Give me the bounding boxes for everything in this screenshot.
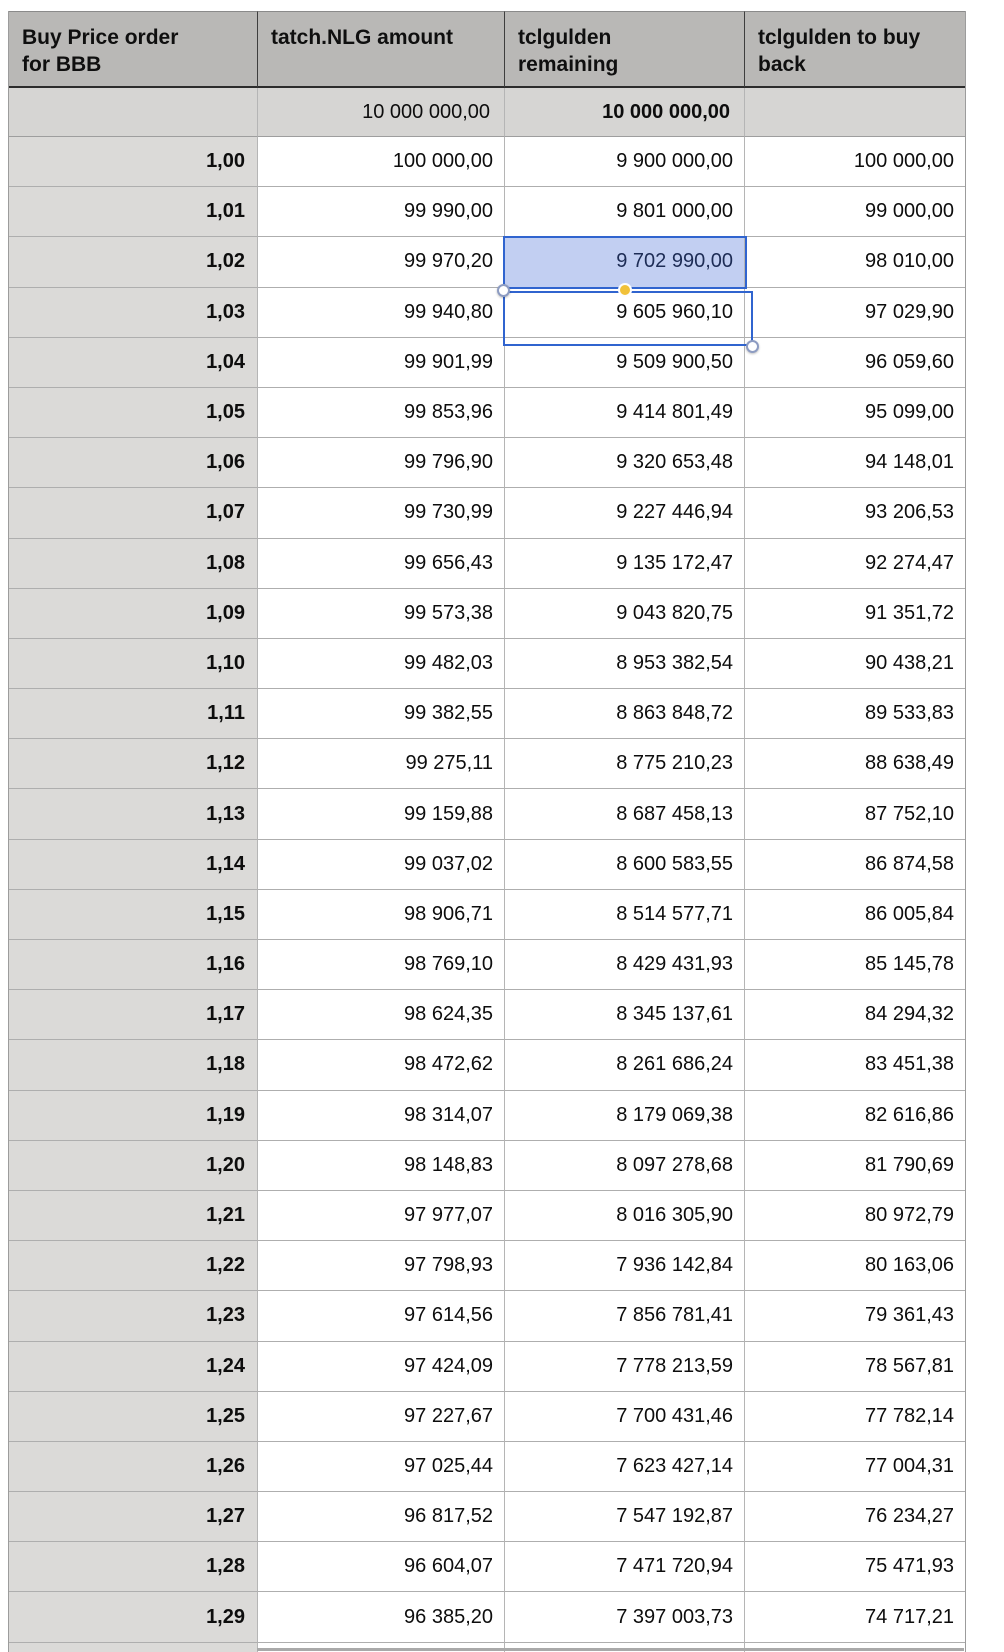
cell-price[interactable]: 1,14 <box>9 840 258 890</box>
cell-remaining[interactable]: 10 000 000,00 <box>505 88 745 137</box>
table-row <box>9 1492 965 1542</box>
cell-price[interactable]: 1,23 <box>9 1291 258 1341</box>
table-row <box>9 789 965 839</box>
cell-remaining[interactable]: 8 953 382,54 <box>505 639 745 689</box>
cell-amount[interactable]: 99 796,90 <box>258 438 505 488</box>
cell-buyback[interactable]: 83 451,38 <box>745 1040 965 1090</box>
cell-amount[interactable]: 97 614,56 <box>258 1291 505 1341</box>
table-row <box>9 1592 965 1642</box>
cell-buyback[interactable]: 95 099,00 <box>745 388 965 438</box>
cell-buyback[interactable]: 79 361,43 <box>745 1291 965 1341</box>
cell-buyback[interactable]: 87 752,10 <box>745 789 965 839</box>
cell-buyback[interactable]: 75 471,93 <box>745 1542 965 1592</box>
cell-price[interactable] <box>9 1643 258 1652</box>
cell-remaining[interactable]: 9 320 653,48 <box>505 438 745 488</box>
table-row <box>9 237 965 287</box>
table-row <box>9 288 965 338</box>
cell-remaining[interactable]: 8 863 848,72 <box>505 689 745 739</box>
cell-remaining[interactable]: 8 345 137,61 <box>505 990 745 1040</box>
cell-price[interactable]: 1,12 <box>9 739 258 789</box>
cell-buyback[interactable]: 89 533,83 <box>745 689 965 739</box>
cell-amount[interactable]: 99 656,43 <box>258 539 505 589</box>
table-row <box>9 639 965 689</box>
cell-buyback[interactable]: 93 206,53 <box>745 488 965 538</box>
cell-remaining[interactable]: 9 135 172,47 <box>505 539 745 589</box>
cell-amount[interactable]: 97 798,93 <box>258 1241 505 1291</box>
cell-remaining[interactable]: 7 778 213,59 <box>505 1342 745 1392</box>
cell-amount[interactable]: 99 159,88 <box>258 789 505 839</box>
cell-buyback[interactable]: 80 163,06 <box>745 1241 965 1291</box>
cell-buyback[interactable]: 96 059,60 <box>745 338 965 388</box>
header-buy-price[interactable]: Buy Price order for BBB <box>9 11 258 88</box>
cell-buyback[interactable]: 98 010,00 <box>745 237 965 287</box>
cell-price[interactable]: 1,03 <box>9 288 258 338</box>
cell-amount[interactable]: 97 424,09 <box>258 1342 505 1392</box>
cell-amount[interactable]: 99 990,00 <box>258 187 505 237</box>
cell-amount[interactable]: 97 977,07 <box>258 1191 505 1241</box>
cell-remaining[interactable]: 7 936 142,84 <box>505 1241 745 1291</box>
cell-amount[interactable]: 98 472,62 <box>258 1040 505 1090</box>
cell-buyback[interactable]: 76 234,27 <box>745 1492 965 1542</box>
cell-amount[interactable]: 100 000,00 <box>258 137 505 187</box>
cell-buyback[interactable]: 90 438,21 <box>745 639 965 689</box>
cell-price[interactable]: 1,00 <box>9 137 258 187</box>
cell-price[interactable]: 1,16 <box>9 940 258 990</box>
cell-remaining[interactable]: 9 043 820,75 <box>505 589 745 639</box>
selection-handle-icon[interactable] <box>746 340 759 353</box>
cell-remaining[interactable]: 8 687 458,13 <box>505 789 745 839</box>
cell-remaining[interactable]: 8 429 431,93 <box>505 940 745 990</box>
cell-price[interactable]: 1,21 <box>9 1191 258 1241</box>
cell-buyback[interactable]: 82 616,86 <box>745 1091 965 1141</box>
cell-remaining[interactable]: 8 600 583,55 <box>505 840 745 890</box>
cell-amount[interactable]: 96 385,20 <box>258 1592 505 1642</box>
cell-price[interactable]: 1,20 <box>9 1141 258 1191</box>
table-row <box>9 1191 965 1241</box>
cell-price[interactable]: 1,22 <box>9 1241 258 1291</box>
cell-remaining[interactable]: 8 097 278,68 <box>505 1141 745 1191</box>
cell-amount[interactable]: 98 314,07 <box>258 1091 505 1141</box>
table-row <box>9 338 965 388</box>
cell-remaining[interactable]: 9 605 960,10 <box>505 288 745 338</box>
cell-price[interactable]: 1,18 <box>9 1040 258 1090</box>
bottom-row-band <box>257 1648 964 1651</box>
cell-amount[interactable]: 99 940,80 <box>258 288 505 338</box>
cell-amount[interactable]: 99 573,38 <box>258 589 505 639</box>
cell-remaining[interactable]: 9 414 801,49 <box>505 388 745 438</box>
header-gulden-buyback[interactable]: tclgulden to buy back <box>745 11 965 88</box>
cell-price[interactable]: 1,29 <box>9 1592 258 1642</box>
cell-amount[interactable]: 98 148,83 <box>258 1141 505 1191</box>
cell-remaining[interactable]: 8 179 069,38 <box>505 1091 745 1141</box>
cell-price[interactable]: 1,04 <box>9 338 258 388</box>
cell-buyback[interactable]: 81 790,69 <box>745 1141 965 1191</box>
cell-remaining[interactable]: 7 547 192,87 <box>505 1492 745 1542</box>
header-gulden-remaining[interactable]: tclgulden remaining <box>505 11 745 88</box>
cell-price[interactable]: 1,15 <box>9 890 258 940</box>
table-header-row <box>9 11 965 88</box>
cell-amount[interactable]: 10 000 000,00 <box>258 88 505 137</box>
cell-remaining[interactable]: 9 227 446,94 <box>505 488 745 538</box>
table-row <box>9 388 965 438</box>
cell-amount[interactable]: 96 817,52 <box>258 1492 505 1542</box>
table-rows <box>9 137 965 1643</box>
table-row <box>9 689 965 739</box>
cell-remaining[interactable]: 7 397 003,73 <box>505 1592 745 1642</box>
cell-price[interactable]: 1,10 <box>9 639 258 689</box>
cell-remaining[interactable]: 9 509 900,50 <box>505 338 745 388</box>
table-row <box>9 990 965 1040</box>
cell-amount[interactable]: 99 382,55 <box>258 689 505 739</box>
table-row <box>9 1141 965 1191</box>
table-row <box>9 1040 965 1090</box>
cell-price[interactable]: 1,09 <box>9 589 258 639</box>
cell-amount[interactable]: 97 025,44 <box>258 1442 505 1492</box>
table-row <box>9 739 965 789</box>
table-row <box>9 438 965 488</box>
cell-remaining[interactable]: 9 900 000,00 <box>505 137 745 187</box>
cell-price[interactable]: 1,19 <box>9 1091 258 1141</box>
cell-remaining[interactable]: 8 261 686,24 <box>505 1040 745 1090</box>
cell-price[interactable]: 1,28 <box>9 1542 258 1592</box>
cell-price[interactable]: 1,02 <box>9 237 258 287</box>
selection-cell-outline[interactable] <box>503 236 747 289</box>
selected-cell[interactable]: 9 702 990,00 <box>505 237 745 287</box>
cell-price[interactable]: 1,27 <box>9 1492 258 1542</box>
cell-amount[interactable]: 99 901,99 <box>258 338 505 388</box>
table-row <box>9 1392 965 1442</box>
cell-price[interactable]: 1,05 <box>9 388 258 438</box>
cell-price[interactable]: 1,08 <box>9 539 258 589</box>
cell-buyback[interactable]: 99 000,00 <box>745 187 965 237</box>
cell-buyback[interactable]: 85 145,78 <box>745 940 965 990</box>
cell-remaining[interactable]: 7 856 781,41 <box>505 1291 745 1341</box>
cell-buyback[interactable]: 92 274,47 <box>745 539 965 589</box>
cell-buyback[interactable]: 84 294,32 <box>745 990 965 1040</box>
cell-amount[interactable]: 96 604,07 <box>258 1542 505 1592</box>
cell-price[interactable]: 1,06 <box>9 438 258 488</box>
cell-amount[interactable]: 99 970,20 <box>258 237 505 287</box>
cell-price[interactable]: 1,13 <box>9 789 258 839</box>
table-row <box>9 539 965 589</box>
cell-buyback[interactable]: 94 148,01 <box>745 438 965 488</box>
cell-amount[interactable]: 99 730,99 <box>258 488 505 538</box>
cell-buyback[interactable]: 80 972,79 <box>745 1191 965 1241</box>
header-nlg-amount[interactable]: tatch.NLG amount <box>258 11 505 88</box>
cell-buyback[interactable]: 91 351,72 <box>745 589 965 639</box>
cell-price[interactable]: 1,07 <box>9 488 258 538</box>
cell-remaining[interactable]: 9 801 000,00 <box>505 187 745 237</box>
cell-buyback[interactable]: 86 005,84 <box>745 890 965 940</box>
cell-buyback[interactable]: 74 717,21 <box>745 1592 965 1642</box>
table-row <box>9 940 965 990</box>
table-row <box>9 890 965 940</box>
cell-buyback[interactable]: 97 029,90 <box>745 288 965 338</box>
table-row <box>9 840 965 890</box>
cell-price[interactable]: 1,01 <box>9 187 258 237</box>
cell-buyback[interactable] <box>745 88 965 137</box>
cell-amount[interactable]: 99 037,02 <box>258 840 505 890</box>
table-row <box>9 1442 965 1492</box>
table-row <box>9 1291 965 1341</box>
cell-amount[interactable]: 99 482,03 <box>258 639 505 689</box>
cell-price[interactable]: 1,17 <box>9 990 258 1040</box>
cell-buyback[interactable]: 86 874,58 <box>745 840 965 890</box>
cell-remaining[interactable]: 8 775 210,23 <box>505 739 745 789</box>
cell-price[interactable]: 1,24 <box>9 1342 258 1392</box>
cell-remaining[interactable]: 7 471 720,94 <box>505 1542 745 1592</box>
cell-buyback[interactable]: 88 638,49 <box>745 739 965 789</box>
cell-buyback[interactable]: 77 004,31 <box>745 1442 965 1492</box>
cell-price[interactable] <box>9 88 258 137</box>
table-row <box>9 187 965 237</box>
cell-amount[interactable]: 98 769,10 <box>258 940 505 990</box>
cell-amount[interactable]: 99 275,11 <box>258 739 505 789</box>
cell-remaining[interactable]: 7 700 431,46 <box>505 1392 745 1442</box>
spreadsheet-table <box>8 11 966 1652</box>
cell-remaining[interactable]: 8 016 305,90 <box>505 1191 745 1241</box>
cell-buyback[interactable]: 100 000,00 <box>745 137 965 187</box>
table-row <box>9 1241 965 1291</box>
table-row <box>9 589 965 639</box>
table-row <box>9 1091 965 1141</box>
cell-amount[interactable]: 98 624,35 <box>258 990 505 1040</box>
table-row <box>9 137 965 187</box>
cell-amount[interactable]: 99 853,96 <box>258 388 505 438</box>
table-row <box>9 1342 965 1392</box>
cell-amount[interactable]: 98 906,71 <box>258 890 505 940</box>
selection-handle-icon[interactable] <box>497 284 510 297</box>
cell-buyback[interactable]: 77 782,14 <box>745 1392 965 1442</box>
table-row <box>9 1542 965 1592</box>
cell-price[interactable]: 1,25 <box>9 1392 258 1442</box>
selection-range-outline[interactable] <box>503 291 753 346</box>
cell-amount[interactable]: 97 227,67 <box>258 1392 505 1442</box>
cell-price[interactable]: 1,11 <box>9 689 258 739</box>
cell-price[interactable]: 1,26 <box>9 1442 258 1492</box>
cell-remaining[interactable]: 8 514 577,71 <box>505 890 745 940</box>
table-row <box>9 488 965 538</box>
cell-remaining[interactable]: 7 623 427,14 <box>505 1442 745 1492</box>
cell-buyback[interactable]: 78 567,81 <box>745 1342 965 1392</box>
autofill-handle-icon[interactable] <box>618 283 632 297</box>
initial-balance-row <box>9 88 965 137</box>
